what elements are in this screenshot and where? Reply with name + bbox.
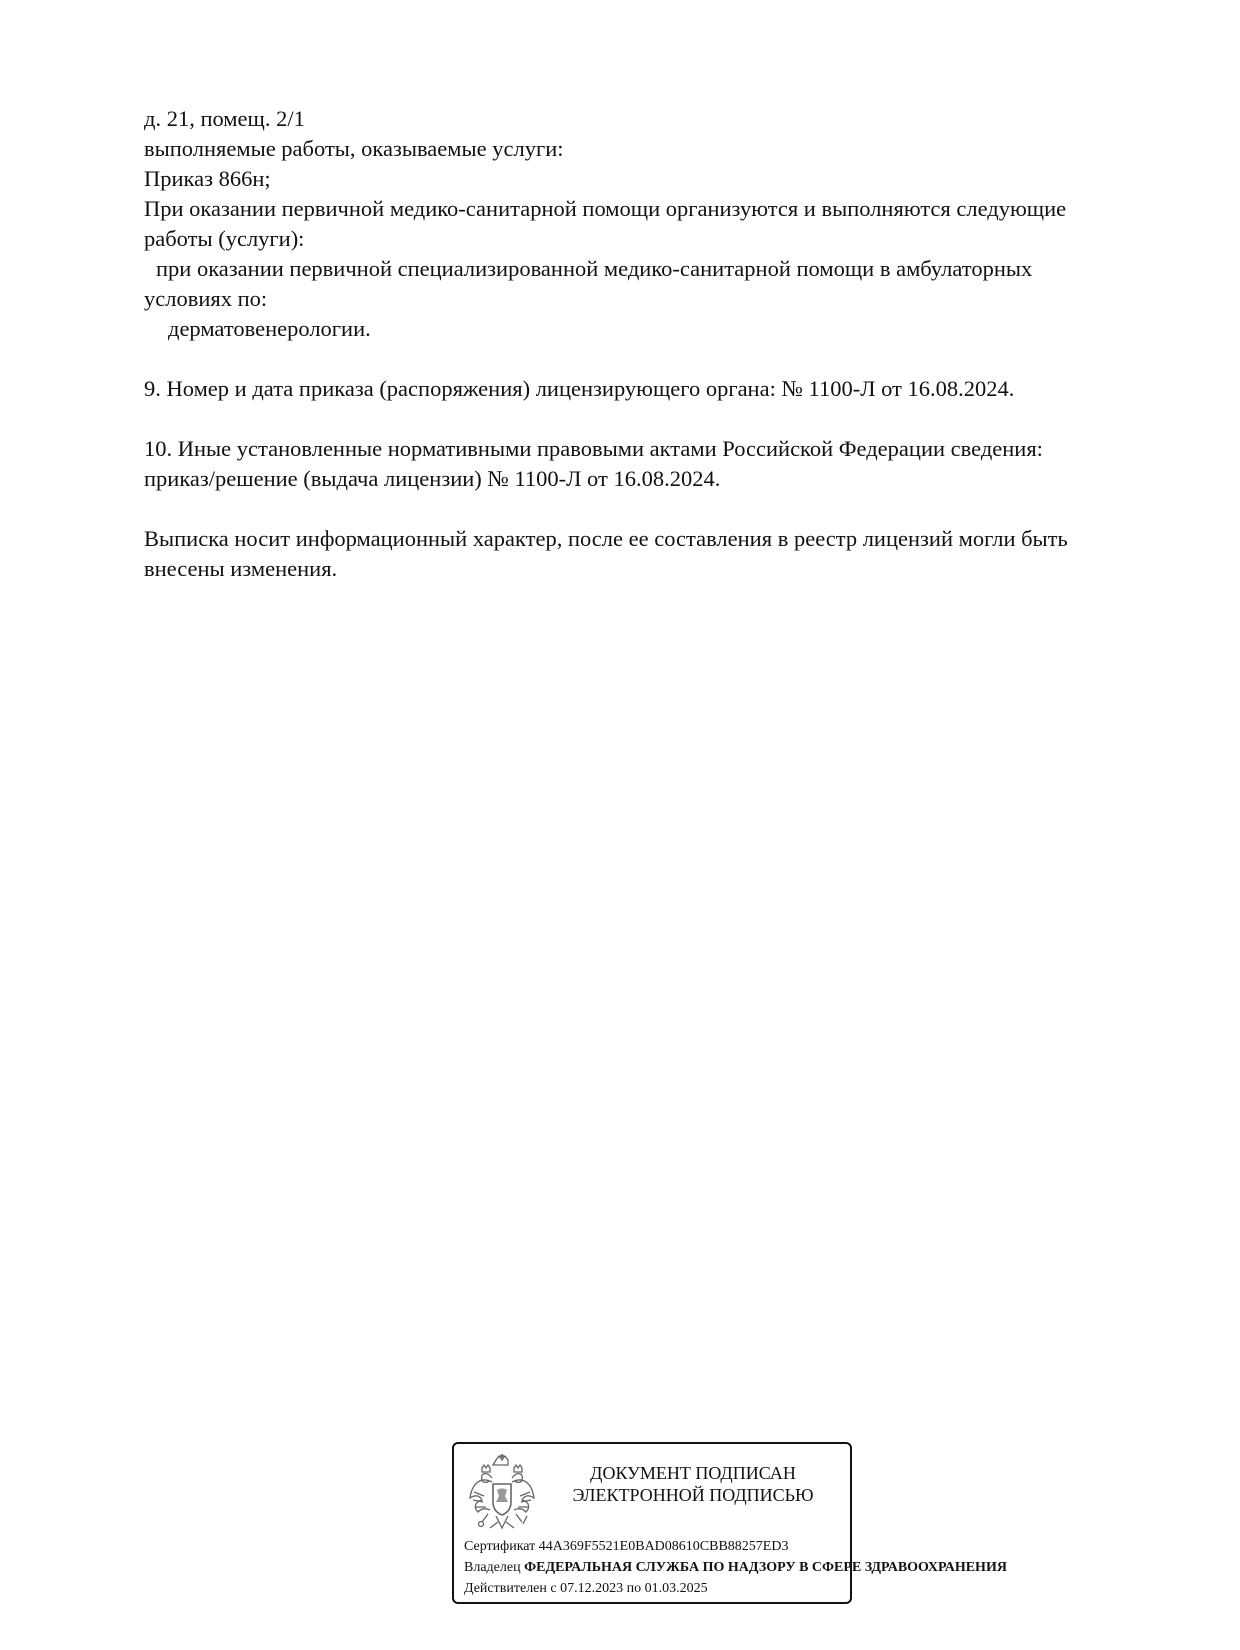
electronic-signature-stamp — [452, 1442, 1007, 1604]
stamp-title-line-2: ЭЛЕКТРОННОЙ ПОДПИСЬЮ — [572, 1485, 814, 1505]
specialty-item: дерматовенерологии. — [168, 316, 371, 341]
certificate-line — [464, 1536, 850, 1557]
item-10-line-1: 10. Иные установленные нормативными правовыми актами Российской Федерации сведения: — [144, 436, 1043, 461]
owner-line — [464, 1557, 1007, 1578]
specialized-care-line-2: условиях по: — [144, 286, 268, 311]
russian-coat-of-arms-icon — [466, 1454, 538, 1534]
services-intro-line-2: работы (услуги): — [144, 226, 305, 251]
certificate-label: Сертификат — [464, 1539, 536, 1554]
item-9-order-number: 9. Номер и дата приказа (распоряжения) лицензирующего органа: № 1100-Л от 16.08.2024. — [144, 376, 1015, 401]
address-line: д. 21, помещ. 2/1 — [144, 106, 305, 131]
validity-line: Действителен с 07.12.2023 по 01.03.2025 — [464, 1581, 708, 1596]
stamp-title — [548, 1462, 838, 1506]
stamp-title-line-1: ДОКУМЕНТ ПОДПИСАН — [590, 1463, 796, 1483]
owner-label: Владелец — [464, 1560, 521, 1575]
stamp-details — [464, 1536, 1007, 1599]
specialized-care-line-1: при оказании первичной специализированной медико-санитарной помощи в амбулаторных — [156, 256, 1033, 281]
order-line: Приказ 866н; — [144, 166, 271, 191]
services-intro-line-1: При оказании первичной медико-санитарной помощи организуются и выполняются следующие — [144, 196, 1067, 221]
certificate-value: 44A369F5521E0BAD08610CBB88257ED3 — [538, 1539, 789, 1554]
disclaimer-line-2: внесены изменения. — [144, 556, 338, 581]
owner-value: ФЕДЕРАЛЬНАЯ СЛУЖБА ПО НАДЗОРУ В СФЕРЕ ЗДРАВООХРАНЕНИЯ — [524, 1560, 1007, 1575]
disclaimer-line-1: Выписка носит информационный характер, после ее составления в реестр лицензий могли быть — [144, 526, 1068, 551]
works-label: выполняемые работы, оказываемые услуги: — [144, 136, 564, 161]
item-10-line-2: приказ/решение (выдача лицензии) № 1100-Л от 16.08.2024. — [144, 466, 721, 491]
document-body — [144, 104, 1154, 584]
